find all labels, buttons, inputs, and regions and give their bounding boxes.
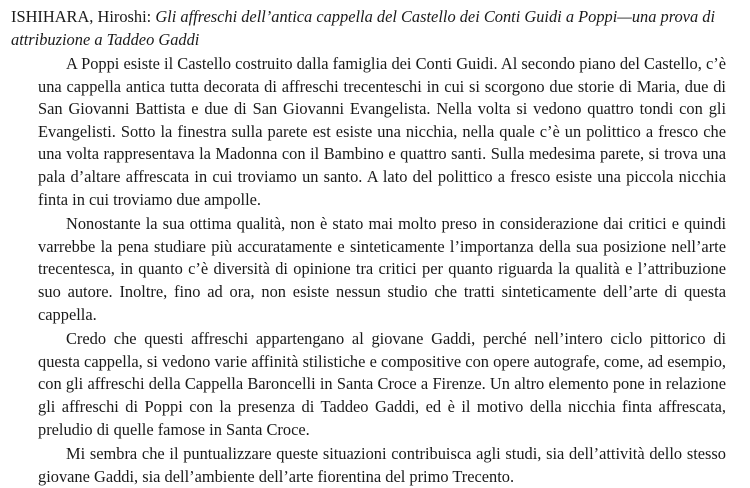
article-heading [11, 6, 726, 51]
paragraph-2: Nonostante la sua ottima qualità, non è stato mai molto preso in considerazione dai critici e quindi varrebbe la pena studiare più accuratamente e sinteticamente l’importanza della sua posizione nell’arte trecentesca, in quanto c’è diversità di opinione tra critici per quanto riguarda la qualità e l’attribuzione suo autore. Inoltre, fino ad ora, non esiste nessun studio che tratti sinteticamente dell’arte di questa cappella. [38, 214, 726, 324]
paragraph-3: Credo che questi affreschi appartengano al giovane Gaddi, perché nell’intero ciclo pittorico di questa cappella, si vedono varie affinità stilistiche e compositive con opere autografe, come, ad esempio, con gli affreschi della Cappella Baroncelli in Santa Croce a Firenze. Un altro elemento pone in relazione gli affreschi di Poppi con la presenza di Taddeo Gaddi, ed è il motivo della nicchia finta affrescata, preludio di quelle famose in Santa Croce. [38, 329, 726, 439]
paragraph-4: Mi sembra che il puntualizzare queste situazioni contribuisca agli studi, sia dell’attività dello stesso giovane Gaddi, sia dell’ambiente dell’arte fiorentina del primo Trecento. [38, 444, 726, 486]
author-name: ISHIHARA, Hiroshi: [11, 7, 152, 26]
paragraph-1: A Poppi esiste il Castello costruito dalla famiglia dei Conti Guidi. Al secondo piano del Castello, c’è una cappella antica tutta decorata di affreschi trecenteschi in cui si scorgono due storie di Maria, due di San Giovanni Battista e due di San Giovanni Evangelista. Nella volta si vedono quattro tondi con gli Evangelisti. Sotto la finestra sulla parete est esiste una nicchia, nella quale c’è un polittico a fresco che una volta rappresentava la Madonna con il Bambino e quattro santi. Sulla medesima parete, si trova una pala d’altare affrescata in cui troviamo un santo. A lato del polittico a fresco esiste una piccola nicchia finta in cui troviamo due ampolle. [38, 54, 726, 209]
article-title: Gli affreschi dell’antica cappella del Castello dei Conti Guidi a Poppi—una prova di attribuzione a Taddeo Gaddi [11, 7, 715, 49]
